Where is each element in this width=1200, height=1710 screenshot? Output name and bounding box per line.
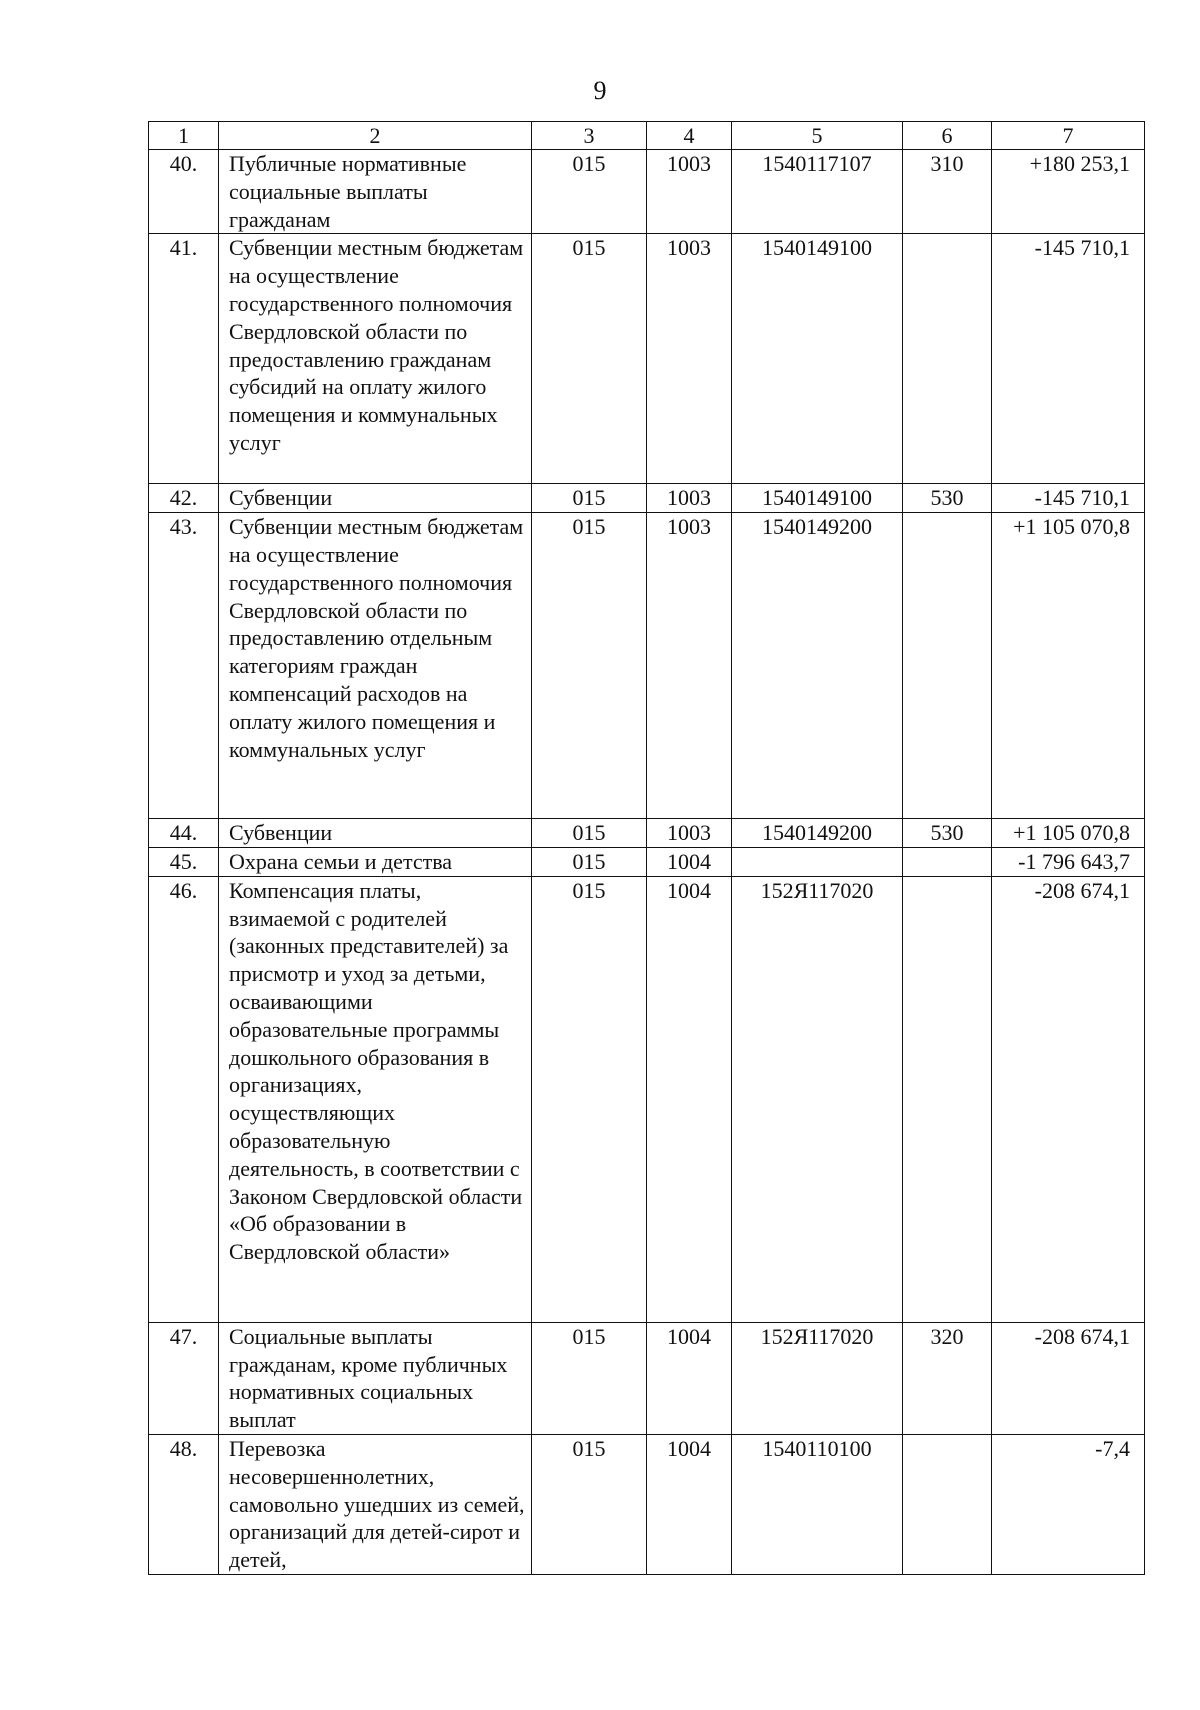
table-row (149, 484, 1145, 513)
row-number: 47. (149, 1322, 219, 1434)
column-header: 3 (532, 122, 647, 150)
row-name: Социальные выплаты гражданам, кроме публичных нормативных социальных выплат (219, 1322, 532, 1434)
column-header: 7 (992, 122, 1145, 150)
row-name: Охрана семьи и детства (219, 847, 532, 876)
column-header: 1 (149, 122, 219, 150)
table-row (149, 876, 1145, 1322)
row-amount: -145 710,1 (992, 234, 1145, 484)
row-col5: 1540149100 (732, 484, 903, 513)
row-col6 (903, 1434, 992, 1574)
column-header: 5 (732, 122, 903, 150)
row-col6: 530 (903, 484, 992, 513)
row-amount: +1 105 070,8 (992, 513, 1145, 819)
row-name: Субвенции (219, 484, 532, 513)
row-number: 43. (149, 513, 219, 819)
row-col4: 1004 (647, 1434, 732, 1574)
column-header: 2 (219, 122, 532, 150)
row-name: Субвенции местным бюджетам на осуществление государственного полномочия Свердловской области по предоставлению отдельным категориям граждан компенсаций расходов на оплату жилого помещения и коммунальных услуг (219, 513, 532, 819)
table-row (149, 234, 1145, 484)
row-col6: 320 (903, 1322, 992, 1434)
column-header: 4 (647, 122, 732, 150)
row-col5: 1540149200 (732, 819, 903, 848)
row-number: 48. (149, 1434, 219, 1574)
row-col4: 1003 (647, 819, 732, 848)
table-row (149, 1434, 1145, 1574)
row-name: Публичные нормативные социальные выплаты гражданам (219, 150, 532, 234)
row-col3: 015 (532, 484, 647, 513)
row-number: 42. (149, 484, 219, 513)
row-amount: -1 796 643,7 (992, 847, 1145, 876)
table-row (149, 847, 1145, 876)
row-col3: 015 (532, 1322, 647, 1434)
row-col4: 1004 (647, 1322, 732, 1434)
row-col3: 015 (532, 876, 647, 1322)
row-col5: 1540110100 (732, 1434, 903, 1574)
row-name: Субвенции (219, 819, 532, 848)
row-col5: 152Я117020 (732, 1322, 903, 1434)
row-col5: 152Я117020 (732, 876, 903, 1322)
table-row (149, 513, 1145, 819)
column-header: 6 (903, 122, 992, 150)
table-row (149, 1322, 1145, 1434)
row-col5: 1540149100 (732, 234, 903, 484)
row-col4: 1003 (647, 234, 732, 484)
row-col3: 015 (532, 819, 647, 848)
row-col6 (903, 847, 992, 876)
row-name: Компенсация платы, взимаемой с родителей (законных представителей) за присмотр и уход за детьми, осваивающими образовательные программы дошкольного образования в организациях, осуществляющих образовательную деятельность, в соответствии с Законом Свердловской области «Об образовании в Свердловской области» (219, 876, 532, 1322)
row-col3: 015 (532, 150, 647, 234)
table-row (149, 150, 1145, 234)
row-number: 40. (149, 150, 219, 234)
row-number: 46. (149, 876, 219, 1322)
row-name: Перевозка несовершеннолетних, самовольно ушедших из семей, организаций для детей-сирот и детей, (219, 1434, 532, 1574)
row-col3: 015 (532, 513, 647, 819)
row-col3: 015 (532, 1434, 647, 1574)
row-number: 45. (149, 847, 219, 876)
row-col3: 015 (532, 234, 647, 484)
budget-table (148, 121, 1145, 1575)
row-col4: 1003 (647, 484, 732, 513)
row-col6 (903, 234, 992, 484)
row-col5 (732, 847, 903, 876)
row-col6 (903, 876, 992, 1322)
row-number: 44. (149, 819, 219, 848)
table-header-row (149, 122, 1145, 150)
row-col4: 1003 (647, 150, 732, 234)
row-col6 (903, 513, 992, 819)
page-number: 9 (593, 76, 607, 105)
row-col4: 1004 (647, 876, 732, 1322)
row-col5: 1540149200 (732, 513, 903, 819)
row-amount: -208 674,1 (992, 1322, 1145, 1434)
row-col6: 530 (903, 819, 992, 848)
row-amount: -208 674,1 (992, 876, 1145, 1322)
row-name: Субвенции местным бюджетам на осуществление государственного полномочия Свердловской области по предоставлению гражданам субсидий на оплату жилого помещения и коммунальных услуг (219, 234, 532, 484)
row-number: 41. (149, 234, 219, 484)
row-col5: 1540117107 (732, 150, 903, 234)
row-amount: +1 105 070,8 (992, 819, 1145, 848)
row-amount: -7,4 (992, 1434, 1145, 1574)
row-amount: -145 710,1 (992, 484, 1145, 513)
row-amount: +180 253,1 (992, 150, 1145, 234)
row-col4: 1004 (647, 847, 732, 876)
row-col6: 310 (903, 150, 992, 234)
row-col3: 015 (532, 847, 647, 876)
row-col4: 1003 (647, 513, 732, 819)
table-row (149, 819, 1145, 848)
